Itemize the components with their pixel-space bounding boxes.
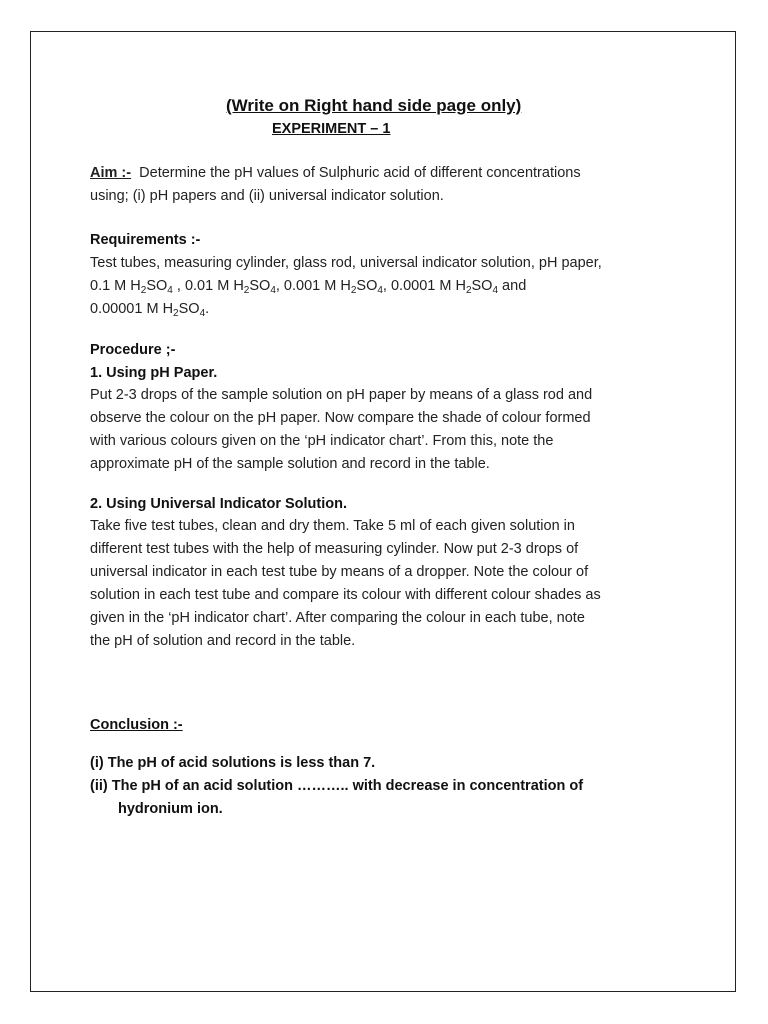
step1-line: Put 2-3 drops of the sample solution on pH paper by means of a glass rod and: [90, 387, 593, 403]
step1-line: approximate pH of the sample solution and record in the table.: [90, 456, 490, 472]
requirements-section: [90, 252, 680, 321]
step2-line: universal indicator in each test tube by means of a dropper. Note the colour of: [90, 564, 589, 580]
step2-line: different test tubes with the help of measuring cylinder. Now put 2-3 drops of: [90, 541, 579, 557]
step1-body: [90, 384, 680, 476]
step2-title: 2. Using Universal Indicator Solution.: [90, 496, 348, 512]
requirements-line-3: 0.00001 M $H_2SO_4$.: [90, 301, 210, 319]
step2-line: solution in each test tube and compare its colour with different colour shades as: [90, 587, 601, 603]
conclusion-line-3: hydronium ion.: [118, 801, 223, 817]
step1-line: observe the colour on the pH paper. Now compare the shade of colour formed: [90, 410, 591, 426]
requirements-label: Requirements :-: [90, 232, 201, 248]
aim-text-1: Determine the pH values of Sulphuric acid of different concentrations: [139, 165, 581, 181]
step2-line: Take five test tubes, clean and dry them. Take 5 ml of each given solution in: [90, 518, 575, 534]
requirements-line-1: Test tubes, measuring cylinder, glass rod, universal indicator solution, pH paper,: [90, 255, 602, 271]
page-instruction-heading: (Write on Right hand side page only): [226, 96, 522, 115]
conclusion-label: Conclusion :-: [90, 717, 183, 733]
aim-line-1: [90, 162, 680, 185]
step1-line: with various colours given on the ‘pH indicator chart’. From this, note the: [90, 433, 554, 449]
step2-line: the pH of solution and record in the table.: [90, 633, 356, 649]
aim-section: [90, 162, 680, 208]
experiment-title: EXPERIMENT – 1: [272, 121, 391, 137]
aim-label: Aim :-: [90, 165, 132, 181]
aim-text-2: using; (i) pH papers and (ii) universal indicator solution.: [90, 188, 444, 204]
conclusion-line-1: (i) The pH of acid solutions is less than 7.: [90, 755, 376, 771]
step2-body: [90, 515, 680, 653]
procedure-label: Procedure ;-: [90, 342, 176, 358]
requirements-line-2: 0.1 M $H_2SO_4$ , 0.01 M $H_2SO_4$, 0.001 M $H_2SO_4$, 0.0001 M $H_2SO_4$ and: [90, 278, 527, 296]
conclusion-line-2: (ii) The pH of an acid solution ……….. with decrease in concentration of: [90, 778, 584, 794]
step2-line: given in the ‘pH indicator chart’. After comparing the colour in each tube, note: [90, 610, 585, 626]
step1-title: 1. Using pH Paper.: [90, 365, 218, 381]
conclusion-body: [90, 752, 680, 821]
